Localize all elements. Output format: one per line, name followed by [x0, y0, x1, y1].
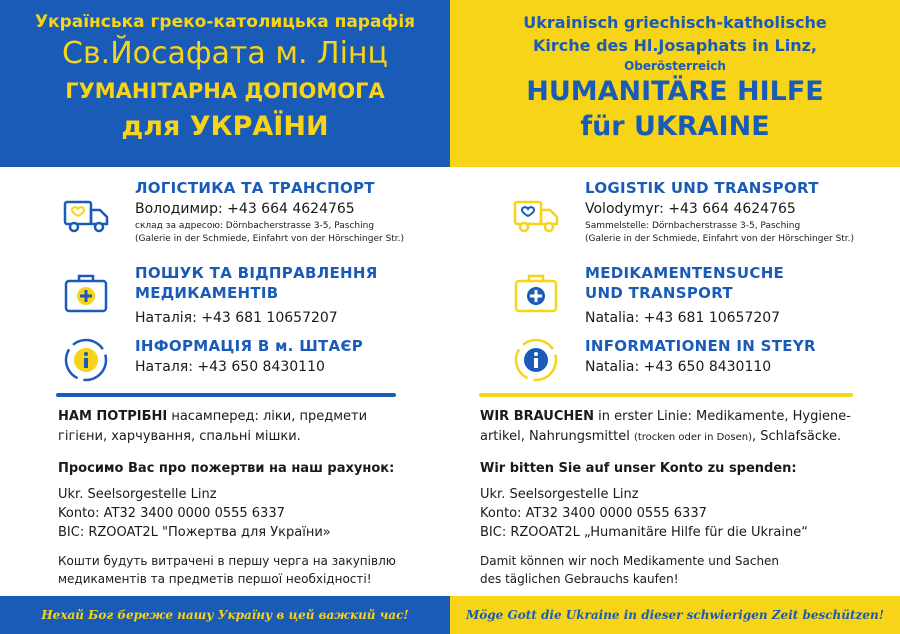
needs-line-1: in erster Linie: Medikamente, Hygiene-	[594, 409, 851, 424]
medicine-title: ПОШУК ТА ВІДПРАВЛЕННЯ	[135, 264, 378, 282]
donate-title: Просимо Вас про пожертви на наш рахунок:	[58, 461, 395, 476]
headline-sub: для УКРАЇНИ	[121, 111, 329, 142]
logistics-address: склад за адресою: Dörnbacherstrasse 3-5, Pasching	[135, 221, 375, 231]
donate-title: Wir bitten Sie auf unser Konto zu spenden:	[480, 461, 797, 476]
medicine-text	[135, 263, 445, 329]
headline: HUMANITÄRE HILFE	[526, 76, 824, 107]
church-name: Ukrainisch griechisch-katholische	[523, 13, 827, 32]
info-text	[585, 336, 895, 378]
parish-location: Св.Йосафата м. Лінц	[62, 36, 388, 71]
note-line-2: медикаментів та предметів першої необхідності!	[58, 572, 372, 586]
parish-name: Українська греко-католицька парафія	[34, 12, 416, 32]
needs-bold: WIR BRAUCHEN	[480, 409, 595, 424]
ukrainian-banner	[0, 0, 450, 167]
info-icon	[62, 336, 110, 384]
info-phone: Наталя: +43 650 8430110	[135, 359, 325, 375]
truck-heart-icon	[512, 192, 560, 240]
needs-line-2-small: (trocken oder in Dosen)	[633, 432, 753, 443]
needs-text	[58, 407, 398, 447]
german-banner	[450, 0, 900, 167]
donation-note	[480, 552, 870, 588]
note-line-1: Кошти будуть витрачені в першу черга на закупівлю	[58, 554, 396, 568]
note-line-1: Damit können wir noch Medikamente und Sachen	[480, 554, 780, 568]
truck-heart-icon	[62, 192, 110, 240]
church-region: Oberösterreich	[624, 59, 726, 73]
bank-bic: BIC: RZOOAT2L "Пожертва для України»	[58, 525, 331, 540]
needs-text	[480, 407, 870, 448]
bank-account: Konto: AT32 3400 0000 0555 6337	[480, 506, 707, 521]
needs-bold: НАМ ПОТРІБНІ	[58, 409, 168, 424]
medkit-icon	[62, 269, 110, 317]
medicine-text	[585, 263, 895, 329]
needs-line-2a: artikel, Nahrungsmittel	[480, 429, 634, 444]
logistics-text	[585, 178, 895, 246]
note-line-2: des täglichen Gebrauchs kaufen!	[480, 572, 679, 586]
footer-blessing: Нехай Бог береже нашу Україну в цей важкий час!	[0, 596, 450, 634]
logistics-text	[135, 178, 445, 246]
medkit-icon	[512, 269, 560, 317]
info-icon	[512, 336, 560, 384]
info-phone: Natalia: +43 650 8430110	[585, 359, 772, 375]
medicine-phone: Наталія: +43 681 10657207	[135, 310, 338, 326]
logistics-address-note: (Galerie in der Schmiede, Einfahrt von der Hörschinger Str.)	[135, 234, 405, 244]
bank-details	[480, 485, 808, 542]
section-divider	[56, 393, 396, 397]
info-text	[135, 336, 445, 378]
medicine-title-2: МЕДИКАМЕНТІВ	[135, 284, 279, 302]
headline-sub: für UKRAINE	[580, 111, 770, 142]
medicine-title-2: UND TRANSPORT	[585, 284, 733, 302]
logistics-title: LOGISTIK UND TRANSPORT	[585, 179, 819, 197]
donation-note	[58, 552, 398, 588]
logistics-address-note: (Galerie in der Schmiede, Einfahrt von der Hörschinger Str.)	[585, 234, 855, 244]
medicine-phone: Natalia: +43 681 10657207	[585, 310, 781, 326]
bank-account: Konto: AT32 3400 0000 0555 6337	[58, 506, 285, 521]
info-title: ІНФОРМАЦІЯ В м. ШТАЄР	[135, 337, 364, 355]
medicine-title: MEDIKAMENTENSUCHE	[585, 264, 785, 282]
section-divider	[479, 393, 853, 397]
german-column	[450, 0, 900, 634]
bank-recipient: Ukr. Seelsorgestelle Linz	[58, 487, 217, 502]
logistics-phone: Volodymyr: +43 664 4624765	[585, 201, 796, 217]
headline: ГУМАНІТАРНА ДОПОМОГА	[65, 79, 385, 103]
footer-blessing: Möge Gott die Ukraine in dieser schwierigen Zeit beschützen!	[450, 596, 900, 634]
church-location: Kirche des Hl.Josaphats in Linz,	[533, 36, 817, 55]
bank-recipient: Ukr. Seelsorgestelle Linz	[480, 487, 639, 502]
logistics-title: ЛОГІСТИКА ТА ТРАНСПОРТ	[135, 179, 375, 197]
info-title: INFORMATIONEN IN STEYR	[585, 337, 816, 355]
logistics-phone: Володимир: +43 664 4624765	[135, 201, 355, 217]
needs-line-2: гігієни, харчування, спальні мішки.	[58, 429, 301, 444]
logistics-address: Sammelstelle: Dörnbacherstrasse 3-5, Pasching	[585, 221, 801, 231]
bank-bic: BIC: RZOOAT2L „Humanitäre Hilfe für die Ukraine“	[480, 525, 808, 540]
bank-details	[58, 485, 331, 542]
needs-line-2b: , Schlafsäcke.	[752, 429, 842, 444]
needs-line-1: насамперед: ліки, предмети	[167, 409, 368, 424]
